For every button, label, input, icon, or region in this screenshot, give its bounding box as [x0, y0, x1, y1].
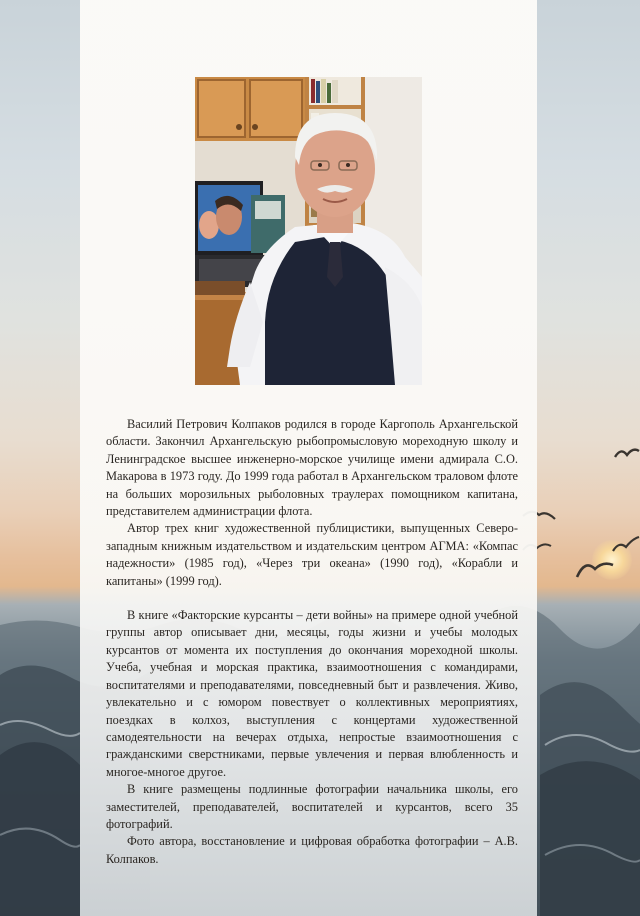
bio-paragraph: Василий Петрович Колпаков родился в городе Каргополь Архангельской области. Закончил Архангельскую рыбопромысловую мореходную школу и Ленинградское высшее инженерно-морское училище имени адмирала С.О. Макарова в 1973 году. До 1999 года работал в Архангельском траловом флоте на больших морозильных рыболовных траулерах помощником капитана, представителем администрации флота.	[106, 417, 518, 519]
books-paragraph: Автор трех книг художественной публицистики, выпущенных Северо-западным книжным издательством и издательским центром АГМА: «Компас надежности» (1985 год), «Через три океана» (1990 год), «Корабли и капитаны» (1999 год).	[106, 521, 518, 588]
annotation-paragraph: В книге «Факторские курсанты – дети войны» на примере одной учебной группы автор описывает дни, месяцы, годы жизни и учебы молодых курсантов от момента их поступления до окончания мореходной школы. Учеба, учебная и морская практика, взаимоотношения с командирами, воспитателями и преподавателями, повседневный быт и развлечения. Живо, увлекательно и с юмором повествует о коллективных мероприятиях, поездках в колхоз, выступления с концертами художественной самодеятельности на вечерах отдыха, непростые взаимоотношения с гражданскими сверстниками, первые увлечения и первая влюбленность и многое-многое другое.	[106, 608, 518, 779]
author-photo	[195, 77, 422, 385]
photos-paragraph: В книге размещены подлинные фотографии начальника школы, его заместителей, преподавателей, воспитателей и курсантов, всего 35 фотографий.	[106, 782, 518, 831]
seagull-icon	[614, 445, 640, 465]
seagull-icon	[575, 555, 615, 581]
credits-paragraph: Фото автора, восстановление и цифровая обработка фотографии – А.В. Колпаков.	[106, 834, 518, 866]
seagull-icon	[612, 535, 640, 555]
author-bio-text	[106, 416, 518, 868]
